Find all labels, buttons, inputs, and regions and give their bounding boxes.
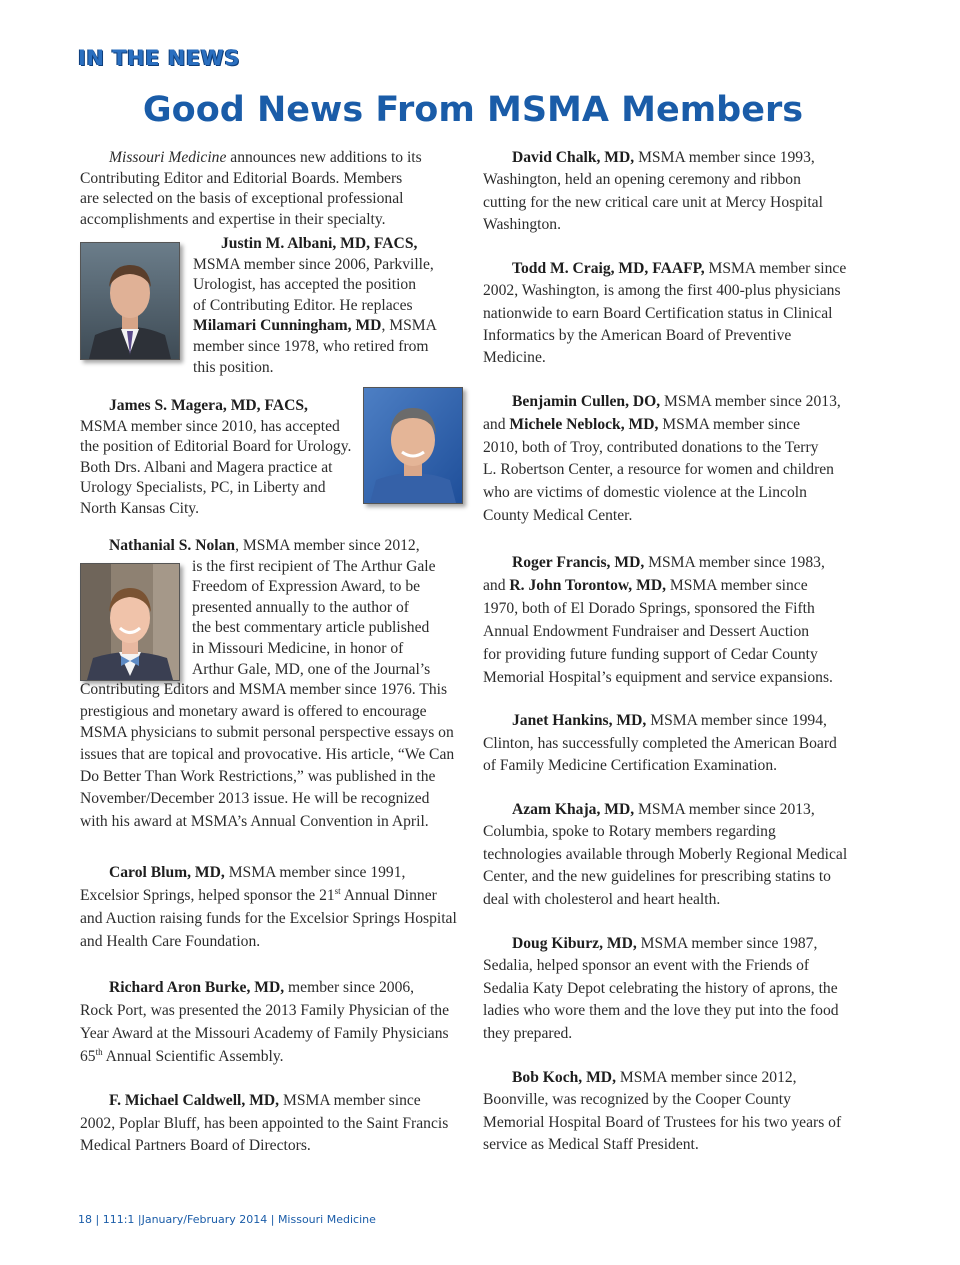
journal-name: Missouri Medicine [109, 149, 227, 166]
caldwell-paragraph: F. Michael Caldwell, MD, MSMA member since 2002, Poplar Bluff, has been appointed to the Saint Francis Medical Partners Board of Directors. [80, 1092, 449, 1154]
koch-name: Bob Koch, MD, [512, 1069, 616, 1086]
khaja-paragraph: Azam Khaja, MD, MSMA member since 2013, Columbia, spoke to Rotary members regarding technologies available through Moberly Regional Medical Center, and the new guidelines for prescribing statins to deal with cholesterol and heart health. [483, 801, 848, 908]
caldwell-name: F. Michael Caldwell, MD, [109, 1092, 280, 1109]
cullen-paragraph: Benjamin Cullen, DO, MSMA member since 2013, and Michele Neblock, MD, MSMA member since 2010, both of Troy, contributed donations to the Terry L. Robertson Center, a resource for women and children who are victims of domestic violence at the Lincoln County Medical Center. [483, 393, 841, 524]
neblock-name: Michele Neblock, MD, [509, 415, 659, 433]
burke-paragraph: Richard Aron Burke, MD, member since 2006, Rock Port, was presented the 2013 Family Physician of the Year Award at the Missouri Academy of Family Physicians 65th Annual Scientific Assembly. [80, 979, 449, 1065]
magera-photo [363, 387, 463, 504]
khaja-name: Azam Khaja, MD, [512, 801, 635, 818]
blum-name: Carol Blum, MD, [109, 864, 225, 881]
hankins-name: Janet Hankins, MD, [512, 712, 647, 729]
nolan-paragraph: Nathanial S. Nolan, MSMA member since 2012, is the first recipient of The Arthur Gale Freedom of Expression Award, to be presented annually to the author of the best commentary article published in Missouri Medicine, in honor of Arthur Gale, MD, one of the Journal’s Contributing Editors and MSMA member since 1976. This prestigious and monetary award is offered to encourage MSMA physicians to submit personal perspective essays on issues that are topical and provocative. His article, “We Can Do Better Than Work Restrictions,” was published in the November/December 2013 issue. He will be recognized with his award at MSMA’s Annual Convention in April. [80, 537, 455, 830]
nolan-name: Nathanial S. Nolan [109, 537, 236, 554]
magera-paragraph: James S. Magera, MD, FACS, MSMA member since 2010, has accepted the position of Editorial Board for Urology. Both Drs. Albani and Magera practice at Urology Specialists, PC, in Liberty and North Kansas City. [80, 397, 352, 517]
portrait-image [81, 243, 179, 359]
burke-name: Richard Aron Burke, MD, [109, 979, 285, 996]
chalk-paragraph: David Chalk, MD, MSMA member since 1993, Washington, held an opening ceremony and ribbon cutting for the new critical care unit at Mercy Hospital Washington. [483, 149, 823, 233]
page-footer: 18 | 111:1 |January/February 2014 | Missouri Medicine [78, 1213, 376, 1226]
portrait-image [81, 564, 179, 680]
torontow-name: R. John Torontow, MD, [509, 577, 666, 594]
section-label: IN THE NEWS [78, 46, 240, 70]
francis-paragraph: Roger Francis, MD, MSMA member since 1983, and R. John Torontow, MD, MSMA member since 1970, both of El Dorado Springs, sponsored the Fifth Annual Endowment Fundraiser and Dessert Auction for providing future funding support of Cedar County Memorial Hospital’s equipment and service expansions. [483, 554, 833, 686]
intro-paragraph: Missouri Medicine announces new additions to its Contributing Editor and Editorial Boards. Members are selected on the basis of exceptional professional accomplishments and expertise in their specialty. [80, 149, 422, 228]
page-title: Good News From MSMA Members [142, 90, 804, 130]
magera-name: James S. Magera, MD, FACS, [109, 397, 308, 414]
nolan-photo [80, 563, 180, 681]
blum-paragraph: Carol Blum, MD, MSMA member since 1991, Excelsior Springs, helped sponsor the 21st Annual Dinner and Auction raising funds for the Excelsior Springs Hospital and Health Care Foundation. [80, 864, 457, 950]
portrait-image [364, 388, 462, 503]
kiburz-name: Doug Kiburz, MD, [512, 935, 637, 952]
hankins-paragraph: Janet Hankins, MD, MSMA member since 1994, Clinton, has successfully completed the American Board of Family Medicine Certification Examination. [483, 712, 837, 774]
cullen-name: Benjamin Cullen, DO, [512, 393, 661, 410]
cunningham-name: Milamari Cunningham, MD [193, 317, 382, 335]
craig-paragraph: Todd M. Craig, MD, FAAFP, MSMA member since 2002, Washington, is among the first 400-plus physicians nationwide to earn Board Certification status in Clinical Informatics by the American Board of Preventive Medicine. [483, 260, 847, 367]
chalk-name: David Chalk, MD, [512, 149, 635, 166]
craig-name: Todd M. Craig, MD, FAAFP, [512, 260, 705, 277]
koch-paragraph: Bob Koch, MD, MSMA member since 2012, Boonville, was recognized by the Cooper County Memorial Hospital Board of Trustees for his two years of service as Medical Staff President. [483, 1069, 842, 1154]
kiburz-paragraph: Doug Kiburz, MD, MSMA member since 1987, Sedalia, helped sponsor an event with the Friends of Sedalia Katy Depot celebrating the history of aprons, the ladies who wore them and the love they put into the food they prepared. [483, 935, 839, 1042]
francis-name: Roger Francis, MD, [512, 554, 645, 571]
albani-paragraph: Justin M. Albani, MD, FACS, MSMA member since 2006, Parkville, Urologist, has accepted the position of Contributing Editor. He replaces Milamari Cunningham, MD, MSMA member since 1978, who retired from this position. [193, 235, 437, 376]
albani-photo [80, 242, 180, 360]
albani-name: Justin M. Albani, MD, FACS, [221, 235, 418, 252]
